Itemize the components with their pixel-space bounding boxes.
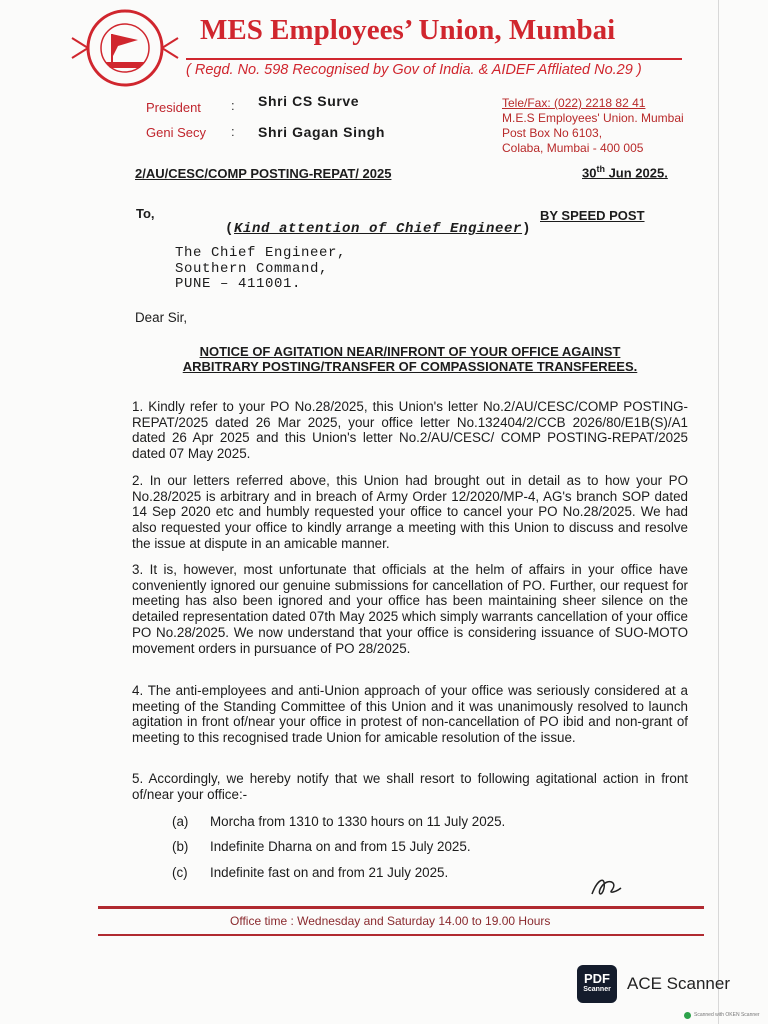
attention-line — [225, 222, 531, 238]
union-title: MES Employees’ Union, Mumbai — [200, 14, 616, 46]
registration-line: ( Regd. No. 598 Recognised by Gov of India. & AIDEF Affliated No.29 ) — [186, 58, 682, 78]
phone-line: Tele/Fax: (022) 2218 82 41 — [502, 96, 646, 110]
delivery-mode: BY SPEED POST — [540, 208, 645, 223]
action-text: Morcha from 1310 to 1330 hours on 11 July 2025. — [210, 814, 506, 829]
scanner-dot-icon — [684, 1012, 691, 1019]
footer-rule — [98, 934, 704, 936]
address-line: Colaba, Mumbai - 400 005 — [502, 141, 644, 155]
action-item — [172, 839, 471, 854]
action-item — [172, 814, 506, 829]
action-text: Indefinite Dharna on and from 15 July 2025. — [210, 839, 471, 854]
paragraph-3: 3. It is, however, most unfortunate that officials at the helm of affairs in your office have conveniently ignored our genuine submissions for cancellation of PO. Further, our request for meeting has also been ignored and your office has been maintaining sheer silence on the detailed representation dated 07th May 2025 which simply warrants cancellation of your office PO No.28/2025. We now understand that your office is considering issuance of SUO-MOTO movement orders in pursuance of PO 28/2025. — [132, 562, 688, 656]
date-suffix: th — [596, 164, 605, 174]
paragraph-4: 4. The anti-employees and anti-Union approach of your office was seriously considered at a meeting of the Standing Committee of this Union and it was unanimously resolved to launch agitation in front of/near your office in protest of non-cancellation of PO ibid and non-grant of meeting to this recognised trade Union for amicable resolution of the issue. — [132, 683, 688, 746]
secy-name: Shri Gagan Singh — [258, 124, 386, 140]
badge-top: PDF — [584, 971, 610, 986]
colon: : — [231, 98, 235, 113]
addressee-line: Southern Command, — [175, 260, 329, 277]
to-label: To, — [136, 206, 155, 221]
salutation: Dear Sir, — [135, 310, 188, 325]
address-line: M.E.S Employees' Union. Mumbai — [502, 111, 684, 125]
union-logo — [70, 8, 180, 88]
action-label: (b) — [172, 839, 189, 854]
paren-close: ) — [522, 221, 532, 237]
action-item — [172, 865, 449, 880]
action-text: Indefinite fast on and from 21 July 2025. — [210, 865, 449, 880]
addressee — [175, 246, 346, 293]
colon: : — [231, 124, 235, 139]
paragraph-5: 5. Accordingly, we hereby notify that we shall resort to following agitational action in front of/near your office:- — [132, 771, 688, 802]
address-line: Post Box No 6103, — [502, 126, 603, 140]
attention-text: Kind attention of Chief Engineer — [234, 221, 523, 237]
address-block — [502, 96, 684, 156]
pdf-scanner-badge — [577, 965, 617, 1003]
reference-number: 2/AU/CESC/COMP POSTING-REPAT/ 2025 — [135, 166, 392, 181]
footer-rule — [98, 906, 704, 909]
letter-date — [582, 164, 668, 180]
addressee-line: PUNE – 411001. — [175, 276, 302, 292]
action-label: (a) — [172, 814, 189, 829]
subject-line: ARBITRARY POSTING/TRANSFER OF COMPASSIONATE TRANSFEREES. — [182, 359, 638, 374]
signature — [588, 872, 624, 900]
subject-line: NOTICE OF AGITATION NEAR/INFRONT OF YOUR OFFICE AGAINST — [199, 344, 621, 359]
scanner-note: Scanned with OKEN Scanner — [694, 1012, 760, 1018]
paren-open: ( — [225, 221, 235, 237]
page-edge — [718, 0, 719, 1024]
badge-bottom: Scanner — [583, 986, 611, 993]
paragraph-2: 2. In our letters referred above, this Union had brought out in detail as to how your PO No.28/2025 is arbitrary and in breach of Army Order 12/2020/MP-4, AG's branch SOP dated 14 Sep 2020 etc and humbly requested your office to cancel your PO No.28/2025. We had also requested your office to kindly arrange a meeting with this Union to discuss and resolve the issue at dispute in an amicable manner. — [132, 473, 688, 551]
subject — [135, 344, 685, 374]
president-name: Shri CS Surve — [258, 93, 360, 109]
secy-label: Geni Secy — [146, 125, 206, 140]
scanner-name: ACE Scanner — [627, 974, 730, 993]
date-month-year: Jun 2025. — [604, 165, 668, 181]
president-label: President — [146, 100, 201, 115]
date-day: 30 — [582, 165, 597, 181]
office-time: Office time : Wednesday and Saturday 14.00 to 19.00 Hours — [230, 914, 551, 928]
addressee-line: The Chief Engineer, — [175, 245, 347, 261]
paragraph-1: 1. Kindly refer to your PO No.28/2025, this Union's letter No.2/AU/CESC/COMP POSTING-REPAT/2025 dated 26 Mar 2025, your office letter No.132404/2/CCB 2026/80/E1B(S)/A1 dated 26 Apr 2025 and this Union's letter No.2/AU/CESC/ COMP POSTING-REPAT/2025 dated 07 May 2025. — [132, 399, 688, 462]
action-label: (c) — [172, 865, 188, 880]
